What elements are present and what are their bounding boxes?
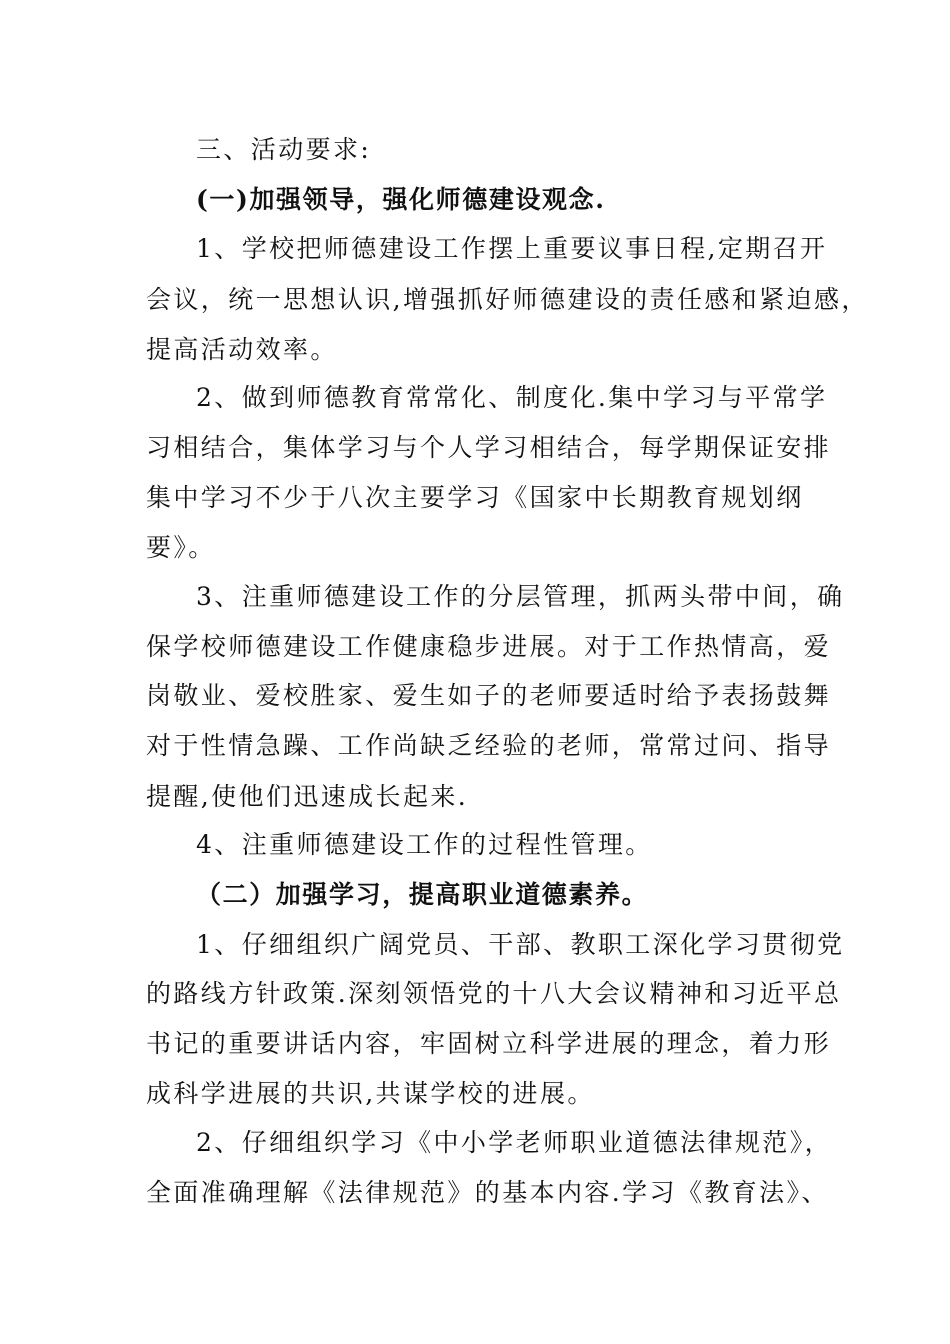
paragraph-line: 对于性情急躁、工作尚缺乏经验的老师，常常过问、指导: [146, 731, 832, 760]
paragraph-line: 保学校师德建设工作健康稳步进展。对于工作热情高，爱: [146, 632, 832, 661]
paragraph-line: 习相结合，集体学习与个人学习相结合，每学期保证安排: [146, 433, 832, 462]
subsection-title-2: （二）加强学习，提高职业道德素养。: [196, 880, 649, 909]
paragraph-line: 提高活动效率。: [146, 335, 338, 364]
paragraph-line: 2、做到师德教育常常化、制度化.集中学习与平常学: [196, 383, 828, 412]
paragraph-line: 3、注重师德建设工作的分层管理，抓两头带中间，确: [196, 582, 845, 611]
paragraph-line: 会议，统一思想认识,增强抓好师德建设的责任感和紧迫感，: [146, 285, 869, 314]
paragraph-line: 提醒,使他们迅速成长起来.: [146, 782, 469, 811]
paragraph-line: 4、注重师德建设工作的过程性管理。: [196, 830, 653, 859]
subsection-title-1: (一)加强领导，强化师德建设观念.: [196, 185, 606, 214]
paragraph-line: 全面准确理解《法律规范》的基本内容.学习《教育法》、: [146, 1178, 829, 1207]
paragraph-line: 1、学校把师德建设工作摆上重要议事日程,定期召开: [196, 234, 828, 263]
paragraph-line: 成科学进展的共识,共谋学校的进展。: [146, 1079, 595, 1108]
paragraph-line: 书记的重要讲话内容，牢固树立科学进展的理念，着力形: [146, 1029, 832, 1058]
paragraph-line: 2、仔细组织学习《中小学老师职业道德法律规范》，: [196, 1128, 833, 1157]
paragraph-line: 1、仔细组织广阔党员、干部、教职工深化学习贯彻党: [196, 930, 845, 959]
section-heading: 三、活动要求:: [196, 135, 372, 164]
paragraph-line: 的路线方针政策.深刻领悟党的十八大会议精神和习近平总: [146, 979, 842, 1008]
paragraph-line: 要》。: [146, 533, 216, 562]
paragraph-line: 集中学习不少于八次主要学习《国家中长期教育规划纲: [146, 483, 804, 512]
paragraph-line: 岗敬业、爱校胜家、爱生如子的老师要适时给予表扬鼓舞: [146, 681, 832, 710]
